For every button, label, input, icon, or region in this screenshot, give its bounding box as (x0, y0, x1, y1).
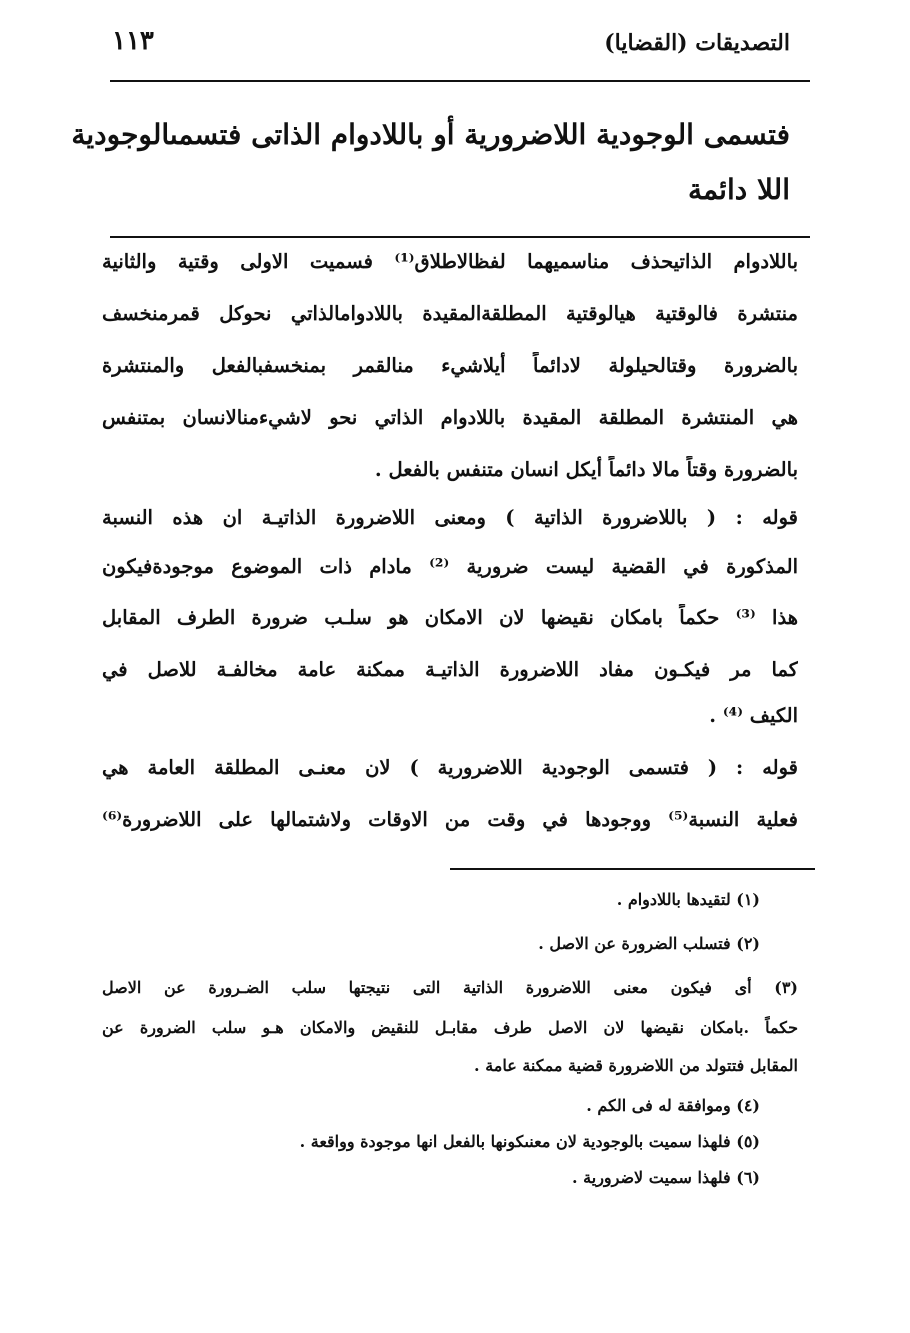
text-line: ( باللاضرورة الذاتية ) ومعنى اللاضرورة الذاتيـة ان هذه النسبة (102, 506, 717, 529)
quoted-text-line-1: فتسمى الوجودية اللاضرورية أو باللادوام الذاتى فتسمىالوجودية (71, 118, 790, 151)
header-title: التصديقات (القضايا) (604, 30, 790, 56)
text-line: ( فتسمى الوجودية اللاضرورية ) لان معنـى المطلقة العامة هي (102, 756, 718, 779)
page-number: ١١٣ (112, 26, 154, 56)
footnote: (١) لتقيدها باللادوام . (616, 890, 760, 909)
text-line: الكيف ⁽⁴⁾ . (709, 704, 798, 727)
quote-rule (110, 236, 810, 238)
text-line: المذكورة في القضية ليست ضرورية ⁽²⁾ مادام ذات الموضوع موجودةفيكون (102, 555, 798, 578)
text-line: هذا ⁽³⁾ حكماً بامكان نقيضها لان الامكان هو سلـب ضرورة الطرف المقابل (102, 606, 798, 629)
footnote: حكماً .بامكان نقيضها لان الاصل طرف مقابـل للنقيض والامكان هـو سلب الضرورة عن (102, 1018, 798, 1037)
footnote: (٣) أى فيكون معنى اللاضرورة الذاتية التى نتيجتها سلب الضـرورة عن الاصل (102, 978, 798, 997)
footnote: المقابل فتتولد من اللاضرورة قضية ممكنة عامة . (474, 1056, 798, 1075)
text-line: باللادوام الذاتيحذف مناسميهما لفظالاطلاق⁽¹⁾ فسميت الاولى وقتية والثانية (102, 250, 798, 273)
footnote: (٥) فلهذا سميت بالوجودية لان معنىكونها بالفعل انها موجودة وواقعة . (299, 1132, 760, 1151)
paragraph-label: قوله : (735, 506, 798, 529)
header-rule (110, 80, 810, 82)
text-line: فعلية النسبة⁽⁵⁾ ووجودها في وقت من الاوقات ولاشتمالها على اللاضرورة⁽⁶⁾ (102, 808, 798, 831)
footnote: (٢) فتسلب الضرورة عن الاصل . (538, 934, 760, 953)
footnote-rule (450, 868, 815, 870)
text-line: بالضرورة وقتاً مالا دائماً أيكل انسان متنفس بالفعل . (374, 458, 798, 481)
text-line: منتشرة فالوقتية هيالوقتية المطلقةالمقيدة باللادوامالذاتي نحوكل قمرمنخسف (102, 302, 798, 325)
text-line: كما مر فيكـون مفاد اللاضرورة الذاتيـة ممكنة عامة مخالفـة للاصل في (102, 658, 798, 681)
footnote: (٤) وموافقة له فى الكم . (586, 1096, 760, 1115)
quoted-text-line-2: اللا دائمة (687, 173, 790, 206)
text-line: بالضرورة وقتالحيلولة لادائماً أيلاشيء منالقمر بمنخسفبالفعل والمنتشرة (102, 354, 798, 377)
footnote: (٦) فلهذا سميت لاضرورية . (572, 1168, 760, 1187)
text-line: هي المنتشرة المطلقة المقيدة باللادوام الذاتي نحو لاشيءمنالانسان بمتنفس (102, 406, 798, 429)
paragraph-label: قوله : (736, 756, 798, 779)
